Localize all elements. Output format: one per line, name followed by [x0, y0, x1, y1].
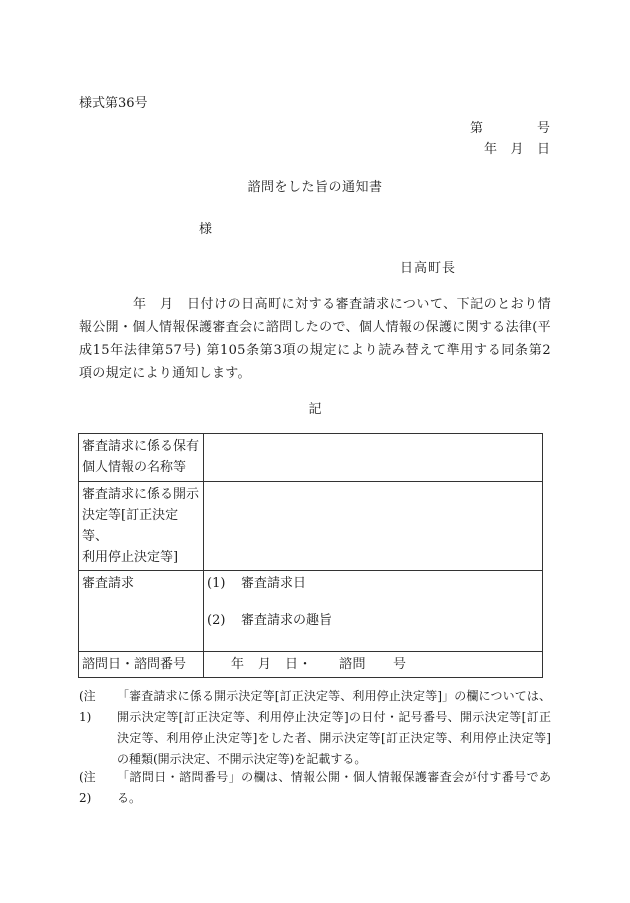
- note-label: (注1): [79, 689, 96, 724]
- item-text: 審査請求日: [241, 576, 307, 591]
- document-number: [470, 117, 550, 136]
- body-text: 年 月 日付けの日高町に対する審査請求について、下記のとおり情報公開・個人情報保護審査会に諮問したので、個人情報の保護に関する法律(平成15年法律第57号) 第105条第3項の規定により読み替えて準用する同条第2項の規定により通知します。: [79, 297, 551, 381]
- consultation-value: 年 月 日・ 諮問 号: [231, 657, 407, 672]
- table-row: [79, 652, 543, 678]
- note-text: 「審査請求に係る開示決定等[訂正決定等、利用停止決定等]」の欄については、開示決定等[訂正決定等、利用停止決定等]の日付・記号番号、開示決定等[訂正決定等、利用停止決定等]をした者、開示決定等[訂正決定等、利用停止決定等]の種類(開示決定、不開示決定等)を記載する。: [117, 689, 551, 766]
- cell-disclosure-decision-value: [204, 482, 543, 571]
- row-label-held-info: [79, 434, 204, 482]
- date-year: 年: [484, 142, 498, 157]
- row-label-request: 審査請求: [79, 571, 204, 652]
- row-label-consultation: 諮問日・諮問番号: [79, 652, 204, 678]
- label-line: 利用停止決定等]: [82, 550, 179, 565]
- note-text: 「諮問日・諮問番号」の欄は、情報公開・個人情報保護審査会が付す番号である。: [117, 770, 551, 805]
- request-item-purpose: [207, 610, 539, 631]
- document-date: [484, 138, 550, 157]
- row-label-disclosure-decision: [79, 482, 204, 571]
- document-number-prefix: 第: [470, 121, 484, 136]
- page-title: 諮問をした旨の通知書: [247, 180, 383, 195]
- label-line: 審査請求に係る保有: [82, 439, 200, 454]
- table-row: [79, 571, 543, 652]
- label-line: 審査請求に係る開示: [82, 487, 200, 502]
- cell-request-value: [204, 571, 543, 652]
- ki-heading: 記: [308, 402, 322, 417]
- sender-name: 日高町長: [400, 261, 457, 276]
- item-number: (2): [207, 613, 226, 628]
- table-row: [79, 434, 543, 482]
- addressee: 様: [199, 222, 213, 237]
- form-number: 様式第36号: [79, 96, 148, 111]
- date-month: 月: [510, 142, 524, 157]
- label-line: 個人情報の名称等: [82, 460, 187, 475]
- item-text: 審査請求の趣旨: [241, 613, 333, 628]
- label-line: 決定等[訂正決定等、: [82, 508, 179, 544]
- item-number: (1): [207, 576, 226, 591]
- table-row: [79, 482, 543, 571]
- date-day: 日: [536, 142, 550, 157]
- cell-consultation-value: [204, 652, 543, 678]
- cell-held-info-value: [204, 434, 543, 482]
- document-number-suffix: 号: [536, 121, 550, 136]
- record-table: [78, 433, 543, 678]
- request-item-date: [207, 573, 539, 594]
- note-label: (注2): [79, 770, 96, 805]
